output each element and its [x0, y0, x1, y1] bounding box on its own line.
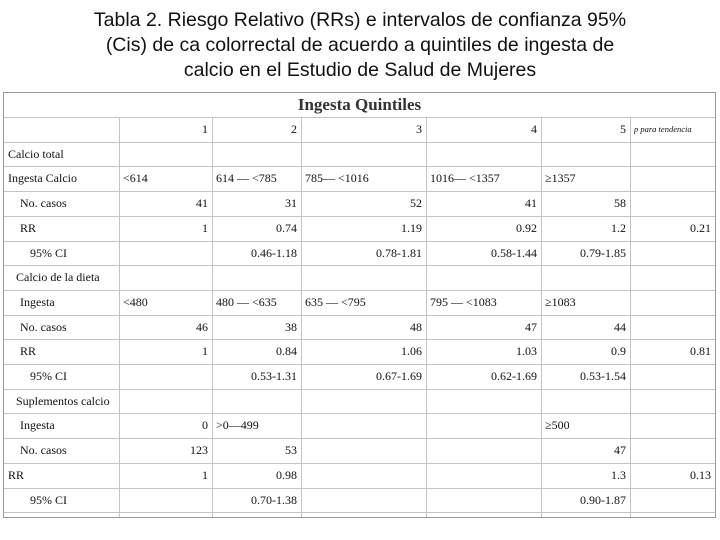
table-cell: 44 [614, 320, 626, 334]
table-cell: 47 [525, 320, 537, 334]
row-label: Ingesta [20, 418, 55, 432]
column-header: 1 [202, 122, 208, 136]
title-line: calcio en el Estudio de Salud de Mujeres [183, 59, 537, 81]
table-cell: 795 — <1083 [430, 295, 497, 309]
table-cell: 0.58-1.44 [491, 246, 537, 260]
table-cell: 0 [202, 418, 208, 432]
column-header: 2 [291, 122, 297, 136]
quintiles-table [3, 92, 716, 518]
grid-vline [630, 117, 631, 517]
table-cell: 31 [285, 196, 297, 210]
table-cell: 0.92 [516, 221, 537, 235]
table-cell: 1.06 [401, 344, 422, 358]
grid-vline [119, 117, 120, 517]
table-cell: <614 [123, 171, 148, 185]
table-cell: 41 [196, 196, 208, 210]
table-cell: ≥500 [545, 418, 570, 432]
table-cell: 38 [285, 320, 297, 334]
table-cell: 1.2 [611, 221, 626, 235]
table-cell: 0.84 [276, 344, 297, 358]
table-cell: 46 [196, 320, 208, 334]
row-label: RR [20, 344, 37, 358]
table-cell: 0.67-1.69 [376, 369, 422, 383]
table-header: Ingesta Quintiles [297, 95, 422, 114]
table-cell: 614 — <785 [216, 171, 277, 185]
table-cell: 1 [202, 344, 208, 358]
table-cell: 0.53-1.54 [580, 369, 626, 383]
row-label: Calcio de la dieta [16, 270, 100, 284]
table-cell: 41 [525, 196, 537, 210]
table-cell: 1016— <1357 [430, 171, 500, 185]
table-cell: 785— <1016 [305, 171, 369, 185]
table-cell: 0.79-1.85 [580, 246, 626, 260]
row-label: 95% CI [30, 246, 67, 260]
table-cell: 1 [202, 221, 208, 235]
grid-vline [541, 117, 542, 517]
column-header: 4 [531, 122, 537, 136]
table-cell: ≥1357 [545, 171, 576, 185]
table-cell: 0.62-1.69 [491, 369, 537, 383]
table-cell: 0.21 [690, 221, 711, 235]
grid-vline [212, 117, 213, 517]
table-cell: >0—499 [216, 418, 259, 432]
table-cell: 0.70-1.38 [251, 493, 297, 507]
column-header: 3 [416, 122, 422, 136]
column-header: 5 [620, 122, 626, 136]
row-label: Calcio total [8, 147, 64, 161]
row-label: Suplementos calcio [16, 394, 110, 408]
table-cell: 48 [410, 320, 422, 334]
grid-vline [301, 117, 302, 517]
table-cell: 0.53-1.31 [251, 369, 297, 383]
row-label: RR [8, 468, 25, 482]
table-cell: ≥1083 [545, 295, 576, 309]
row-label: No. casos [20, 196, 67, 210]
row-label: Ingesta Calcio [8, 171, 77, 185]
table-cell: 53 [285, 443, 297, 457]
row-label: 95% CI [30, 493, 67, 507]
column-header: p para tendencia [634, 124, 692, 134]
table-cell: 0.81 [690, 344, 711, 358]
table-cell: 123 [190, 443, 208, 457]
table-title [0, 8, 720, 83]
table-cell: 1.19 [401, 221, 422, 235]
table-cell: <480 [123, 295, 148, 309]
table-cell: 0.46-1.18 [251, 246, 297, 260]
table-cell: 52 [410, 196, 422, 210]
table-cell: 480 — <635 [216, 295, 277, 309]
table-cell: 1 [202, 468, 208, 482]
table-cell: 0.74 [276, 221, 297, 235]
table-cell: 1.3 [611, 468, 626, 482]
table-cell: 0.90-1.87 [580, 493, 626, 507]
grid-vline [426, 117, 427, 517]
row-label: No. casos [20, 320, 67, 334]
table-cell: 58 [614, 196, 626, 210]
table-cell: 0.78-1.81 [376, 246, 422, 260]
row-label: 95% CI [30, 369, 67, 383]
title-line: (Cis) de ca colorrectal de acuerdo a quintiles de ingesta de [105, 34, 615, 56]
title-line: Tabla 2. Riesgo Relativo (RRs) e intervalos de confianza 95% [93, 9, 627, 31]
table-cell: 0.13 [690, 468, 711, 482]
row-label: Ingesta [20, 295, 55, 309]
grid-hline [4, 512, 715, 513]
table-cell: 0.98 [276, 468, 297, 482]
table-cell: 1.03 [516, 344, 537, 358]
table-cell: 635 — <795 [305, 295, 366, 309]
row-label: RR [20, 221, 37, 235]
row-label: No. casos [20, 443, 67, 457]
table-cell: 0.9 [611, 344, 626, 358]
table-cell: 47 [614, 443, 626, 457]
